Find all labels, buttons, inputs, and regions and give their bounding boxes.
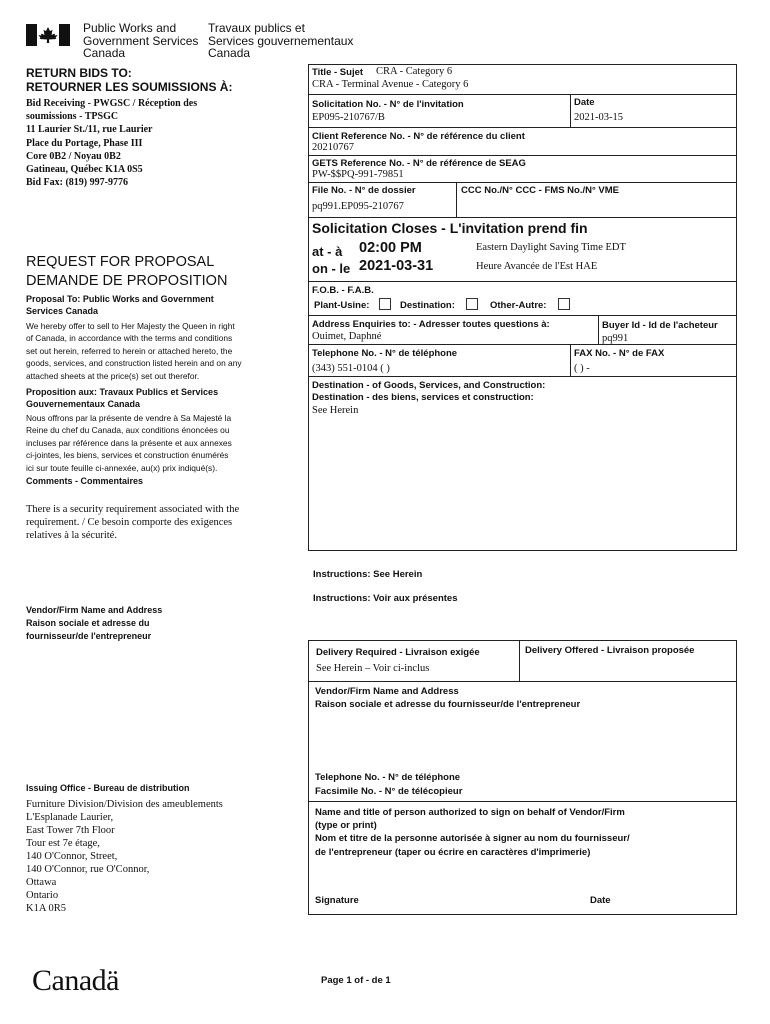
canada-wordmark: Canadä: [32, 964, 119, 997]
offer-text-fr: Nous offrons par la présente de vendre à Sa Majesté la Reine du chef du Canada, aux conditions énoncées ou incluses par référence dans la présente et aux annexes ci-jointes, les biens, services et construction énumérés ici sur toute feuille ci-annexée, au(x) prix indiqué(s).: [26, 413, 232, 473]
authorized-signatory-label: Name and title of person authorized to sign on behalf of Vendor/Firm (type or print) Nom et titre de la personne autorisée à signer au nom du fournisseur/ de l'entrepreneur (taper ou écrire en caractères d'imprimerie): [315, 807, 630, 858]
gets-ref-label: GETS Reference No. - N° de référence de SEAG: [312, 158, 526, 169]
at-label: at - à: [312, 244, 343, 259]
address-enquiries-label: Address Enquiries to: - Adresser toutes questions à:: [312, 319, 550, 330]
proposition-aux: Proposition aux: Travaux Publics et Services Gouvernementaux Canada: [26, 387, 219, 409]
department-name-en: Public Works and Government Services Canada: [83, 21, 199, 60]
vendor-telephone-label: Telephone No. - N° de téléphone: [315, 772, 461, 783]
rfp-title: REQUEST FOR PROPOSAL DEMANDE DE PROPOSITION: [26, 254, 228, 289]
address-enquiries-value: Ouimet, Daphné: [312, 331, 382, 342]
timezone-fr: Heure Avancée de l'Est HAE: [476, 261, 598, 272]
destination-fob-label: Destination:: [400, 300, 455, 311]
date-label: Date: [574, 97, 595, 108]
issuing-office-label: Issuing Office - Bureau de distribution: [26, 783, 190, 793]
other-autre-checkbox[interactable]: [558, 298, 570, 310]
comments-text: There is a security requirement associated with the requirement. / Ce besoin comporte des exigences relatives à la sécurité.: [26, 504, 240, 541]
fax-label: FAX No. - N° de FAX: [574, 348, 665, 359]
solicitation-no-label: Solicitation No. - N° de l'invitation: [312, 99, 464, 110]
solicitation-no-value: EP095-210767/B: [312, 112, 385, 123]
buyer-id-value: pq991: [602, 333, 629, 344]
signature-date-label: Date: [590, 895, 611, 906]
gets-ref-value: PW-$$PQ-991-79851: [312, 169, 404, 180]
comments-label: Comments - Commentaires: [26, 476, 144, 486]
telephone-value: (343) 551-0104 ( ): [312, 363, 390, 374]
issuing-office-address: Furniture Division/Division des ameublements L'Esplanade Laurier, East Tower 7th Floor Tour est 7e étage, 140 O'Connor, Street, 140 O'Connor, rue O'Connor, Ottawa Ontario K1A 0R5: [26, 799, 223, 914]
page-number: Page 1 of - de 1: [321, 975, 391, 986]
telephone-label: Telephone No. - N° de téléphone: [312, 348, 458, 359]
instructions-en: Instructions: See Herein: [313, 569, 423, 580]
delivery-required-value: See Herein – Voir ci-inclus: [316, 663, 430, 674]
title-value: CRA - Category 6: [376, 66, 453, 77]
client-ref-label: Client Reference No. - N° de référence du client: [312, 131, 525, 142]
file-no-value: pq991.EP095-210767: [312, 201, 404, 212]
on-label: on - le: [312, 261, 351, 276]
vendor-fax-label: Facsimile No. - N° de télécopieur: [315, 786, 463, 797]
other-autre-label: Other-Autre:: [490, 300, 547, 311]
destination-value: See Herein: [312, 405, 359, 416]
vendor-name-label: Vendor/Firm Name and Address: [315, 686, 459, 697]
instructions-fr: Instructions: Voir aux présentes: [313, 593, 458, 604]
vendor-raison-sociale-label: Raison sociale et adresse du fournisseur/de l'entrepreneur: [315, 699, 581, 710]
proposal-to: Proposal To: Public Works and Government Services Canada: [26, 294, 214, 316]
plant-usine-label: Plant-Usine:: [314, 300, 370, 311]
closing-time: 02:00 PM: [359, 240, 422, 256]
file-no-label: File No. - N° de dossier: [312, 185, 416, 196]
buyer-id-label: Buyer Id - Id de l'acheteur: [602, 320, 718, 331]
vendor-name-address-label: Vendor/Firm Name and Address Raison sociale et adresse du fournisseur/de l'entrepreneur: [26, 605, 163, 641]
destination-label-fr: Destination - des biens, services et construction:: [312, 392, 534, 403]
fax-value: ( ) -: [574, 363, 590, 374]
delivery-offered-label: Delivery Offered - Livraison proposée: [525, 645, 695, 656]
ccc-no-label: CCC No./N° CCC - FMS No./N° VME: [461, 185, 620, 196]
delivery-required-label: Delivery Required - Livraison exigée: [316, 647, 480, 658]
solicitation-closes-title: Solicitation Closes - L'invitation prend fin: [312, 220, 588, 236]
title-label: Title - Sujet: [312, 67, 364, 78]
offer-text-en: We hereby offer to sell to Her Majesty the Queen in right of Canada, in accordance with the terms and conditions set out herein, referred to herein or attached hereto, the goods, services, and construction listed herein and on any attached sheets at the price(s) set out therefor.: [26, 321, 242, 381]
destination-label-en: Destination - of Goods, Services, and Construction:: [312, 380, 546, 391]
department-name-fr: Travaux publics et Services gouvernementaux Canada: [208, 21, 354, 60]
client-ref-value: 20210767: [312, 142, 354, 153]
destination-checkbox[interactable]: [466, 298, 478, 310]
title-value-2: CRA - Terminal Avenue - Category 6: [312, 79, 469, 90]
return-bids-title: RETURN BIDS TO: RETOURNER LES SOUMISSIONS À:: [26, 66, 233, 94]
canada-flag-icon: [26, 24, 70, 46]
fob-label: F.O.B. - F.A.B.: [312, 285, 374, 296]
date-value: 2021-03-15: [574, 112, 623, 123]
signature-label: Signature: [315, 895, 359, 906]
plant-usine-checkbox[interactable]: [379, 298, 391, 310]
closing-date: 2021-03-31: [359, 258, 434, 274]
timezone-en: Eastern Daylight Saving Time EDT: [476, 242, 626, 253]
return-bids-address: Bid Receiving - PWGSC / Réception des soumissions - TPSGC 11 Laurier St./11, rue Laurier Place du Portage, Phase III Core 0B2 / Noyau 0B2 Gatineau, Québec K1A 0S5 Bid Fax: (819) 997-9776: [26, 98, 198, 189]
